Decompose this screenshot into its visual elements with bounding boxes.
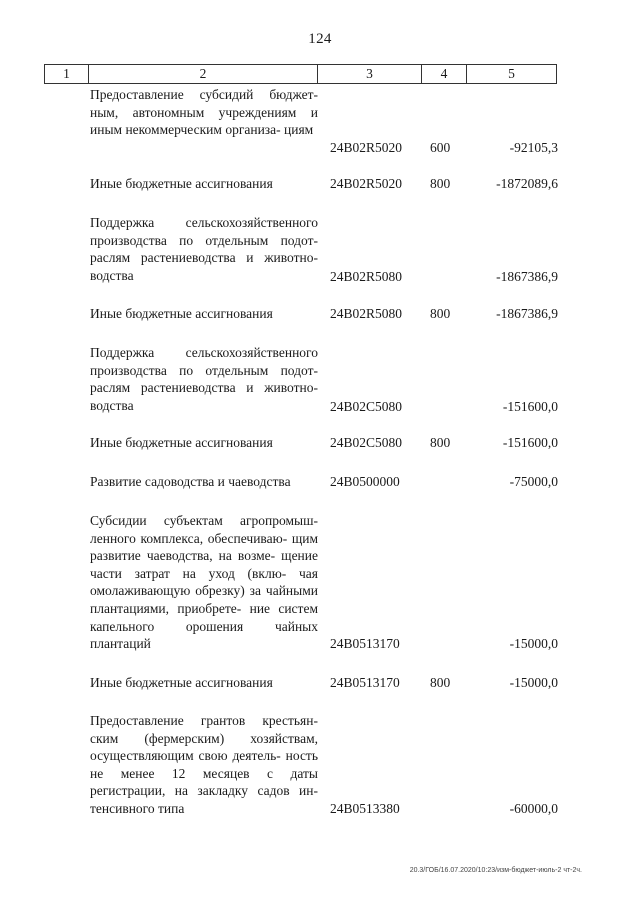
row-code: 24В0513380 <box>330 801 400 817</box>
row-description: Иные бюджетные ассигнования <box>90 176 273 191</box>
row-amount: -1867386,9 <box>496 306 558 322</box>
row-type: 800 <box>430 176 451 192</box>
row-description: Иные бюджетные ассигнования <box>90 675 273 690</box>
row-description: Предоставление грантов крестьян- ским (фермерским) хозяйствам, осуществляющим свою деятель- ность не менее 12 месяцев с даты регистрации, на закладку садов ин- тенсивного типа <box>90 713 318 816</box>
row-type: 600 <box>430 140 451 156</box>
row-description: Поддержка сельскохозяйственного производства по отдельным подот- раслям растениеводства и животно- водства <box>90 215 318 283</box>
header-col-5: 5 <box>508 66 515 81</box>
row-amount: -1867386,9 <box>496 269 558 285</box>
row-description: Предоставление субсидий бюджет- ным, автономным учреждениям и иным некоммерческим организа- циям <box>90 87 318 138</box>
row-code: 24В02R5080 <box>330 306 403 322</box>
table-row <box>0 712 640 818</box>
row-code: 24В02С5080 <box>330 435 403 451</box>
table-row <box>0 434 640 452</box>
row-description: Субсидии субъектам агропромыш- ленного комплекса, обеспечиваю- щим развитие чаеводства, на возме- щение части затрат на уход (вклю- чая омолаживающую обрезку) за чайными плантациями, приобрете- ние систем капельного орошения чайных плантаций <box>90 513 318 652</box>
row-description: Развитие садоводства и чаеводства <box>90 474 291 489</box>
row-code: 24В0500000 <box>330 474 400 490</box>
header-col-1: 1 <box>45 65 89 83</box>
row-amount: -151600,0 <box>502 399 558 415</box>
table-row <box>0 344 640 416</box>
header-col-4: 4 <box>422 65 467 83</box>
header-col-2: 2 <box>89 65 318 83</box>
row-amount: -15000,0 <box>509 636 558 652</box>
table-row <box>0 305 640 323</box>
row-type: 800 <box>430 675 451 691</box>
table-row <box>0 473 640 491</box>
footer-document-id: 20.3/ГОБ/16.07.2020/10:23/изм-бюджет-июль-2 чт-2ч. <box>409 867 582 874</box>
row-code: 24В02R5080 <box>330 269 403 285</box>
page-number: 124 <box>308 31 332 47</box>
row-description: Иные бюджетные ассигнования <box>90 306 273 321</box>
row-description: Иные бюджетные ассигнования <box>90 435 273 450</box>
table-row <box>0 86 640 157</box>
row-type: 800 <box>430 306 451 322</box>
row-amount: -15000,0 <box>509 675 558 691</box>
row-description: Поддержка сельскохозяйственного производства по отдельным подот- раслям растениеводства и животно- водства <box>90 345 318 413</box>
table-row <box>0 214 640 286</box>
row-code: 24В02R5020 <box>330 140 403 156</box>
row-code: 24В0513170 <box>330 675 400 691</box>
table-header <box>44 64 557 84</box>
row-amount: -75000,0 <box>509 474 558 490</box>
row-code: 24В02С5080 <box>330 399 403 415</box>
table-row <box>0 175 640 193</box>
table-row <box>0 674 640 692</box>
header-col-3: 3 <box>318 65 422 83</box>
row-code: 24В02R5020 <box>330 176 403 192</box>
row-amount: -60000,0 <box>509 801 558 817</box>
row-code: 24В0513170 <box>330 636 400 652</box>
table-row <box>0 512 640 653</box>
row-amount: -151600,0 <box>502 435 558 451</box>
row-amount: -92105,3 <box>509 140 558 156</box>
row-amount: -1872089,6 <box>496 176 558 192</box>
row-type: 800 <box>430 435 451 451</box>
